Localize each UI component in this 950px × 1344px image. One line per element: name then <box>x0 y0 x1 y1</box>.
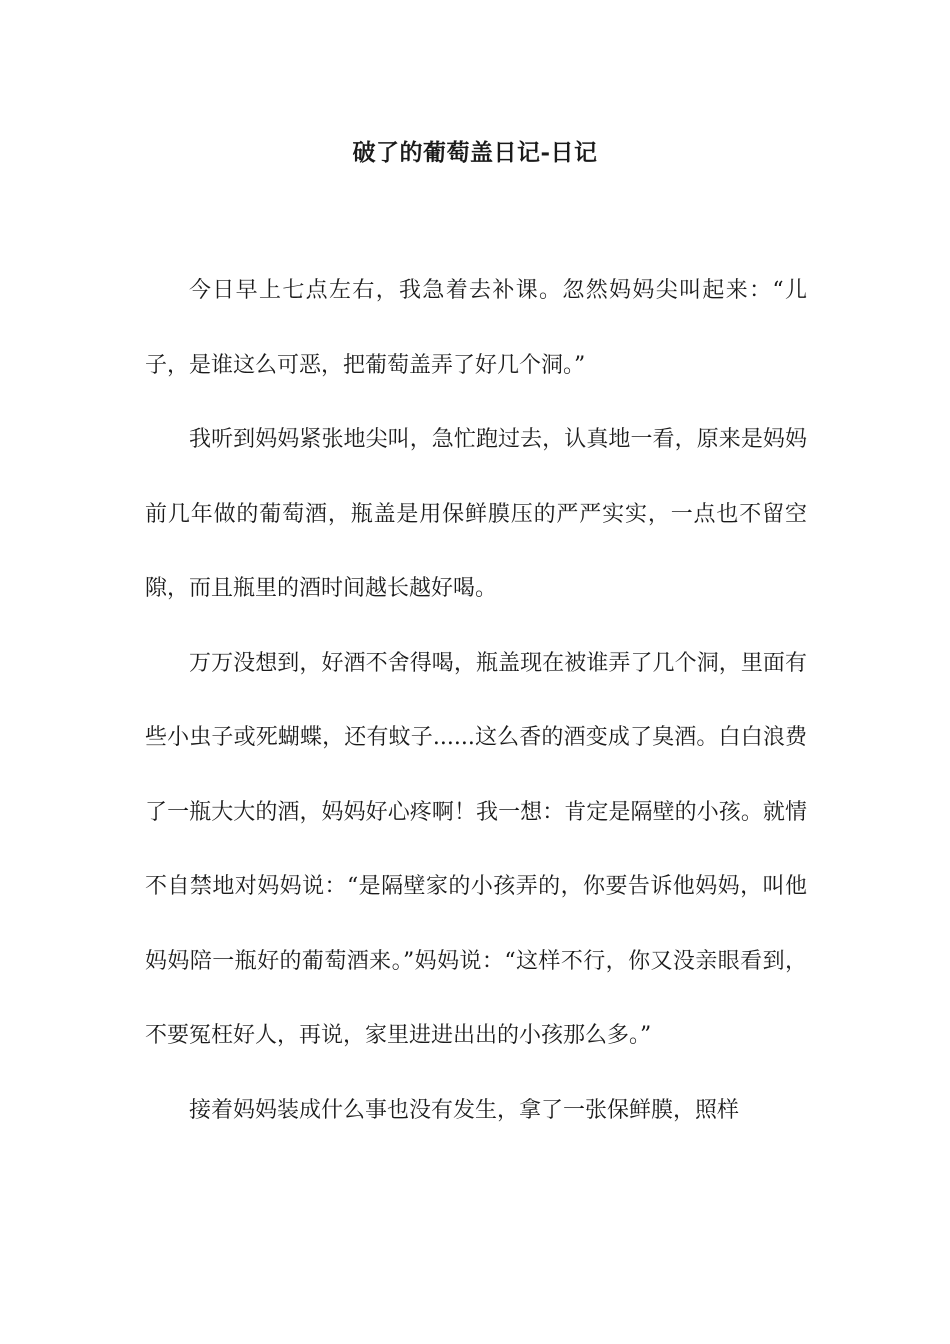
document-body <box>145 254 807 1148</box>
document-title: 破了的葡萄盖日记-日记 <box>352 139 598 166</box>
paragraph-3: 万万没想到，好酒不舍得喝，瓶盖现在被谁弄了几个洞，里面有些小虫子或死蝴蝶，还有蚊子......这么香的酒变成了臭酒。白白浪费了一瓶大大的酒，妈妈好心疼啊！我一想：肯定是隔壁的小孩。就情不自禁地对妈妈说：“是隔壁家的小孩弄的，你要告诉他妈妈，叫他妈妈陪一瓶好的葡萄酒来。”妈妈说：“这样不行，你又没亲眼看到，不要冤枉好人，再说，家里进进出出的小孩那么多。” <box>145 650 807 1048</box>
paragraph-1: 今日早上七点左右，我急着去补课。忽然妈妈尖叫起来：“儿子，是谁这么可恶，把葡萄盖弄了好几个洞。” <box>145 278 807 378</box>
paragraph-4: 接着妈妈装成什么事也没有发生，拿了一张保鲜膜，照样 <box>189 1097 740 1123</box>
paragraph-2: 我听到妈妈紧张地尖叫，急忙跑过去，认真地一看，原来是妈妈前几年做的葡萄酒，瓶盖是用保鲜膜压的严严实实，一点也不留空隙，而且瓶里的酒时间越长越好喝。 <box>145 427 807 601</box>
